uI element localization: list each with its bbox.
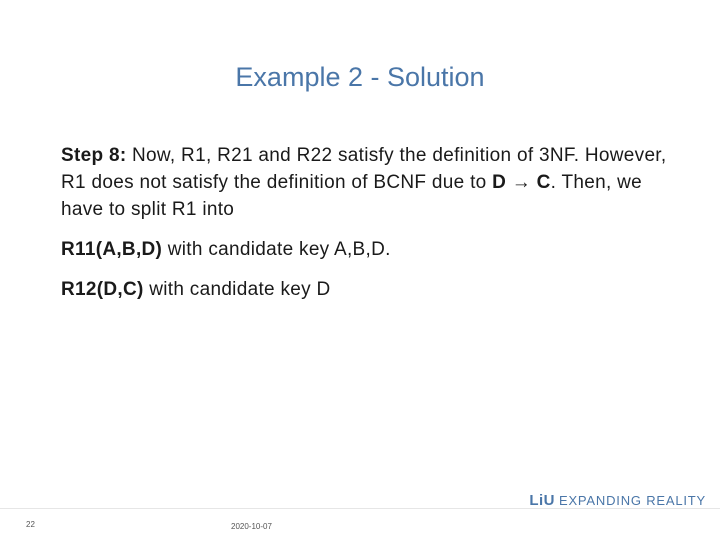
r11-text: with candidate key A,B,D. [162,239,391,260]
r12-paragraph [61,276,671,303]
slide-date: 2020-10-07 [231,522,272,531]
liu-logo [529,492,706,509]
logo-liu-mark: LiU [529,492,555,509]
logo-tagline: EXPANDING REALITY [558,493,706,508]
page-number: 22 [26,520,35,529]
r12-text: with candidate key D [143,279,331,300]
r11-paragraph [61,236,671,263]
step-text-1: Now, R1, R21 and R22 satisfy the definition of 3NF. However, R1 does not satisfy the definition of BCNF due to [61,145,667,193]
slide-content [61,142,671,303]
step-label: Step 8: [61,145,127,166]
step-text-2: . Then, we have to split R1 into [61,172,642,220]
r11-relation: R11(A,B,D) [61,239,163,260]
slide-title: Example 2 - Solution [235,62,485,92]
functional-dependency: D → C [492,172,551,193]
step-8-paragraph [61,142,671,223]
r12-relation: R12(D,C) [61,279,144,300]
